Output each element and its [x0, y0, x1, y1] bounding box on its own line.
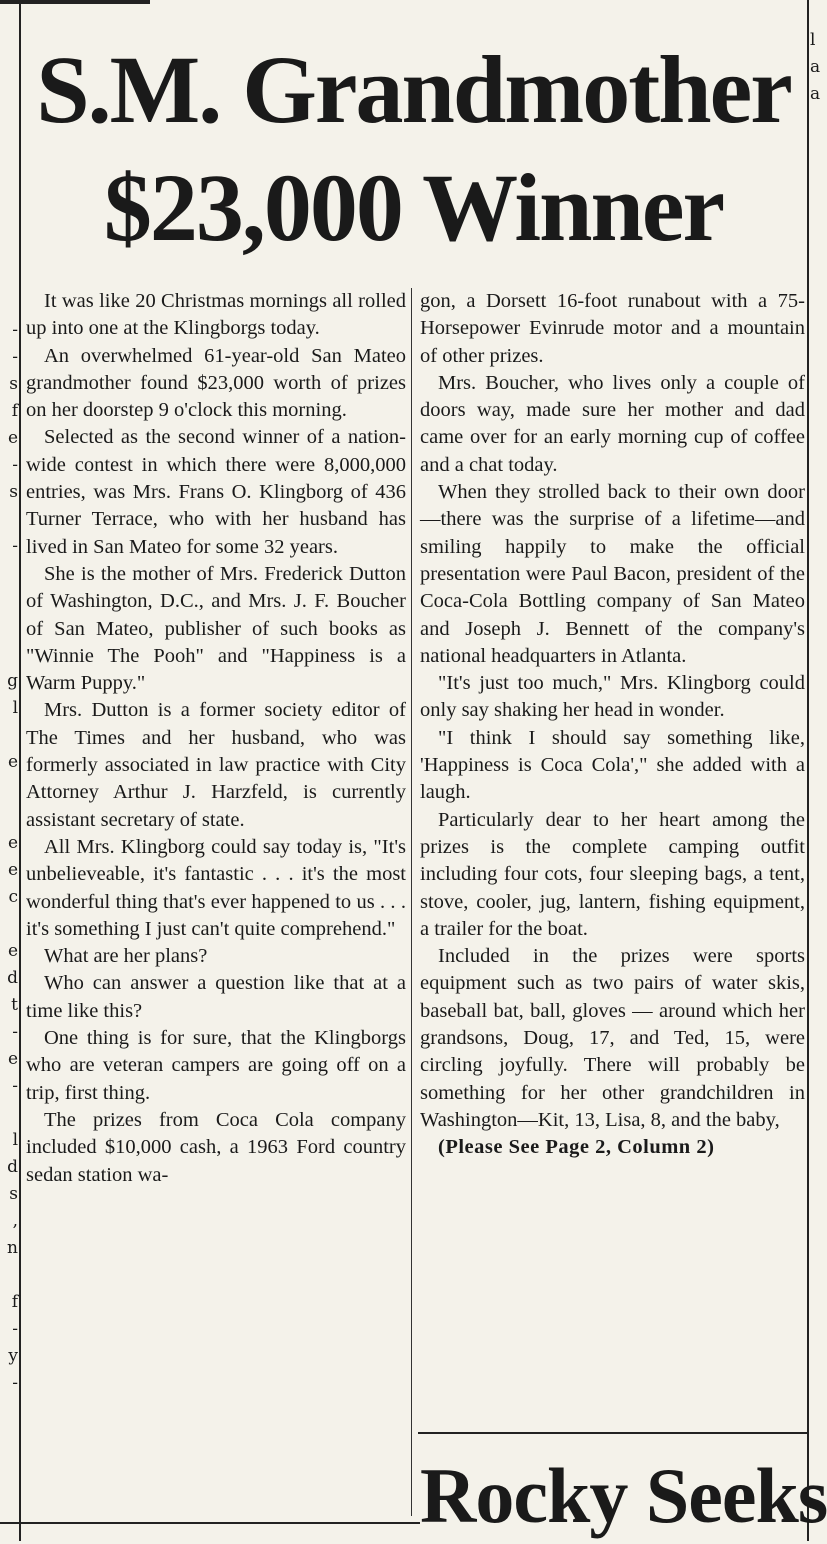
- edge-fragment: [810, 459, 819, 486]
- edge-fragment: [810, 243, 819, 270]
- headline-line-2: $23,000 Winner: [103, 154, 724, 261]
- edge-fragment: s: [9, 1184, 18, 1204]
- edge-fragment: -: [12, 347, 18, 367]
- paragraph: "It's just too much," Mrs. Klingborg could only say shaking her head in wonder.: [420, 672, 805, 722]
- edge-fragment: e: [7, 1049, 18, 1069]
- paragraph: Particularly dear to her heart among the prizes is the complete camping outfit including four cots, four sleeping bags, a tent, stove, cooler, jug, lantern, fishing equipment, a trailer for the boat.: [420, 808, 805, 940]
- edge-fragment: -: [12, 1022, 18, 1042]
- edge-fragment: [810, 513, 819, 540]
- paragraph: Mrs. Boucher, who lives only a couple of doors way, made sure her mother and dad came over for an early morning cup of coffee and a chat today.: [420, 371, 805, 476]
- edge-fragment: [810, 324, 819, 351]
- edge-fragment: t: [11, 995, 18, 1015]
- edge-fragment: [0, 614, 18, 641]
- article-column-2: [420, 288, 805, 1162]
- edge-fragment: [810, 486, 819, 513]
- edge-fragment: [0, 1100, 18, 1127]
- edge-fragment: [810, 189, 819, 216]
- edge-fragment: [0, 722, 18, 749]
- paragraph: Selected as the second winner of a nation-wide contest in which there were 8,000,000 entries, was Mrs. Frans O. Klingborg of 436 Turner Terrace, who with her husband has lived in San Mateo for some 32 years.: [26, 426, 406, 558]
- edge-fragment: [810, 729, 819, 756]
- left-edge-fragments: [0, 290, 18, 1397]
- edge-fragment: n: [7, 1238, 18, 1258]
- edge-fragment: [810, 702, 819, 729]
- edge-fragment: [810, 216, 819, 243]
- paragraph: Included in the prizes were sports equipment such as two pairs of water skis, baseball bat, ball, gloves — around which her grandsons, Doug, 17, and Ted, 15, were circling joyfully. There will probably be something for her other grandchildren in Washington—Kit, 13, Lisa, 8, and the baby,: [420, 945, 805, 1131]
- edge-fragment: [810, 621, 819, 648]
- bottom-border-rule: [0, 1522, 420, 1524]
- edge-fragment: -: [12, 1319, 18, 1339]
- right-edge-fragments: [810, 0, 819, 864]
- edge-fragment: [0, 641, 18, 668]
- edge-fragment: [810, 108, 819, 135]
- edge-fragment: [810, 675, 819, 702]
- paragraph: All Mrs. Klingborg could say today is, "It's unbelieveable, it's fantastic . . . it's the most wonderful thing that's ever happened to us . . . it's something I just can't quite comprehend.": [26, 835, 406, 940]
- next-story-headline: Rocky Seeks: [420, 1452, 827, 1539]
- edge-fragment: [810, 567, 819, 594]
- right-column-border: [807, 0, 809, 1541]
- edge-fragment: [810, 378, 819, 405]
- edge-fragment: ,: [12, 1211, 18, 1231]
- edge-fragment: [0, 506, 18, 533]
- paragraph: It was like 20 Christmas mornings all rolled up into one at the Klingborgs today.: [26, 290, 406, 340]
- edge-fragment: e: [7, 833, 18, 853]
- edge-fragment: -: [12, 455, 18, 475]
- edge-fragment: [810, 648, 819, 675]
- paragraph: When they strolled back to their own door—there was the surprise of a lifetime—and smiling happily to make the official presentation were Paul Bacon, president of the Coca-Cola Bottling company of San Mateo and Joseph J. Bennett of the company's national headquarters in Atlanta.: [420, 481, 805, 667]
- edge-fragment: [810, 432, 819, 459]
- edge-fragment: -: [12, 1076, 18, 1096]
- edge-fragment: l: [12, 1130, 18, 1150]
- edge-fragment: [810, 270, 819, 297]
- edge-fragment: [810, 0, 819, 27]
- paragraph: One thing is for sure, that the Klingborgs who are veteran campers are going off on a trip, first thing.: [26, 1027, 406, 1104]
- edge-fragment: [0, 587, 18, 614]
- top-border-bar: [0, 0, 150, 4]
- edge-fragment: d: [7, 968, 18, 988]
- edge-fragment: g: [7, 671, 18, 691]
- edge-fragment: [810, 594, 819, 621]
- edge-fragment: [0, 1262, 18, 1289]
- paragraph: Mrs. Dutton is a former society editor of The Times and her husband, who was formerly associated in law practice with City Attorney Arthur J. Harzfeld, is currently assistant secretary of state.: [26, 699, 406, 831]
- story-separator-rule: [418, 1432, 807, 1434]
- edge-fragment: e: [7, 428, 18, 448]
- edge-fragment: c: [8, 887, 18, 907]
- edge-fragment: [0, 560, 18, 587]
- edge-fragment: [810, 297, 819, 324]
- article-column-1: [26, 288, 406, 1189]
- edge-fragment: [810, 351, 819, 378]
- jump-line: (Please See Page 2, Column 2): [438, 1136, 715, 1159]
- column-divider: [411, 288, 412, 1516]
- edge-fragment: [0, 290, 18, 317]
- edge-fragment: [810, 405, 819, 432]
- edge-fragment: [810, 837, 819, 864]
- continuation-paragraph: gon, a Dorsett 16-foot runabout with a 75-Horsepower Evinrude motor and a mountain of other prizes.: [420, 290, 805, 367]
- edge-fragment: -: [12, 1373, 18, 1393]
- edge-fragment: [810, 162, 819, 189]
- edge-fragment: [810, 783, 819, 810]
- paragraph: What are her plans?: [44, 945, 208, 968]
- paragraph: An overwhelmed 61-year-old San Mateo grandmother found $23,000 worth of prizes on her doorstep 9 o'clock this morning.: [26, 344, 406, 422]
- edge-fragment: e: [7, 860, 18, 880]
- edge-fragment: [810, 135, 819, 162]
- edge-fragment: [0, 911, 18, 938]
- paragraph: "I think I should say something like, 'Happiness is Coca Cola'," she added with a laugh.: [420, 726, 805, 804]
- edge-fragment: s: [9, 374, 18, 394]
- edge-fragment: l: [810, 30, 816, 50]
- edge-fragment: [0, 803, 18, 830]
- edge-fragment: s: [9, 482, 18, 502]
- headline-line-1: S.M. Grandmother: [36, 36, 791, 143]
- edge-fragment: [810, 756, 819, 783]
- edge-fragment: f: [11, 401, 18, 421]
- paragraph: She is the mother of Mrs. Frederick Dutton of Washington, D.C., and Mrs. J. F. Boucher of San Mateo, publisher of such books as "Winnie The Pooh" and "Happiness is a Warm Puppy.": [26, 562, 406, 695]
- paragraph: The prizes from Coca Cola company included $10,000 cash, a 1963 Ford country sedan station wa-: [26, 1108, 406, 1186]
- edge-fragment: e: [7, 752, 18, 772]
- edge-fragment: -: [12, 536, 18, 556]
- edge-fragment: [0, 776, 18, 803]
- edge-fragment: l: [12, 698, 18, 718]
- edge-fragment: a: [810, 57, 821, 77]
- edge-fragment: y: [8, 1346, 18, 1366]
- edge-fragment: [810, 540, 819, 567]
- edge-fragment: f: [11, 1292, 18, 1312]
- edge-fragment: -: [12, 320, 18, 340]
- edge-fragment: d: [7, 1157, 18, 1177]
- paragraph: Who can answer a question like that at a time like this?: [26, 972, 406, 1022]
- edge-fragment: e: [7, 941, 18, 961]
- edge-fragment: a: [810, 84, 821, 104]
- edge-fragment: [810, 810, 819, 837]
